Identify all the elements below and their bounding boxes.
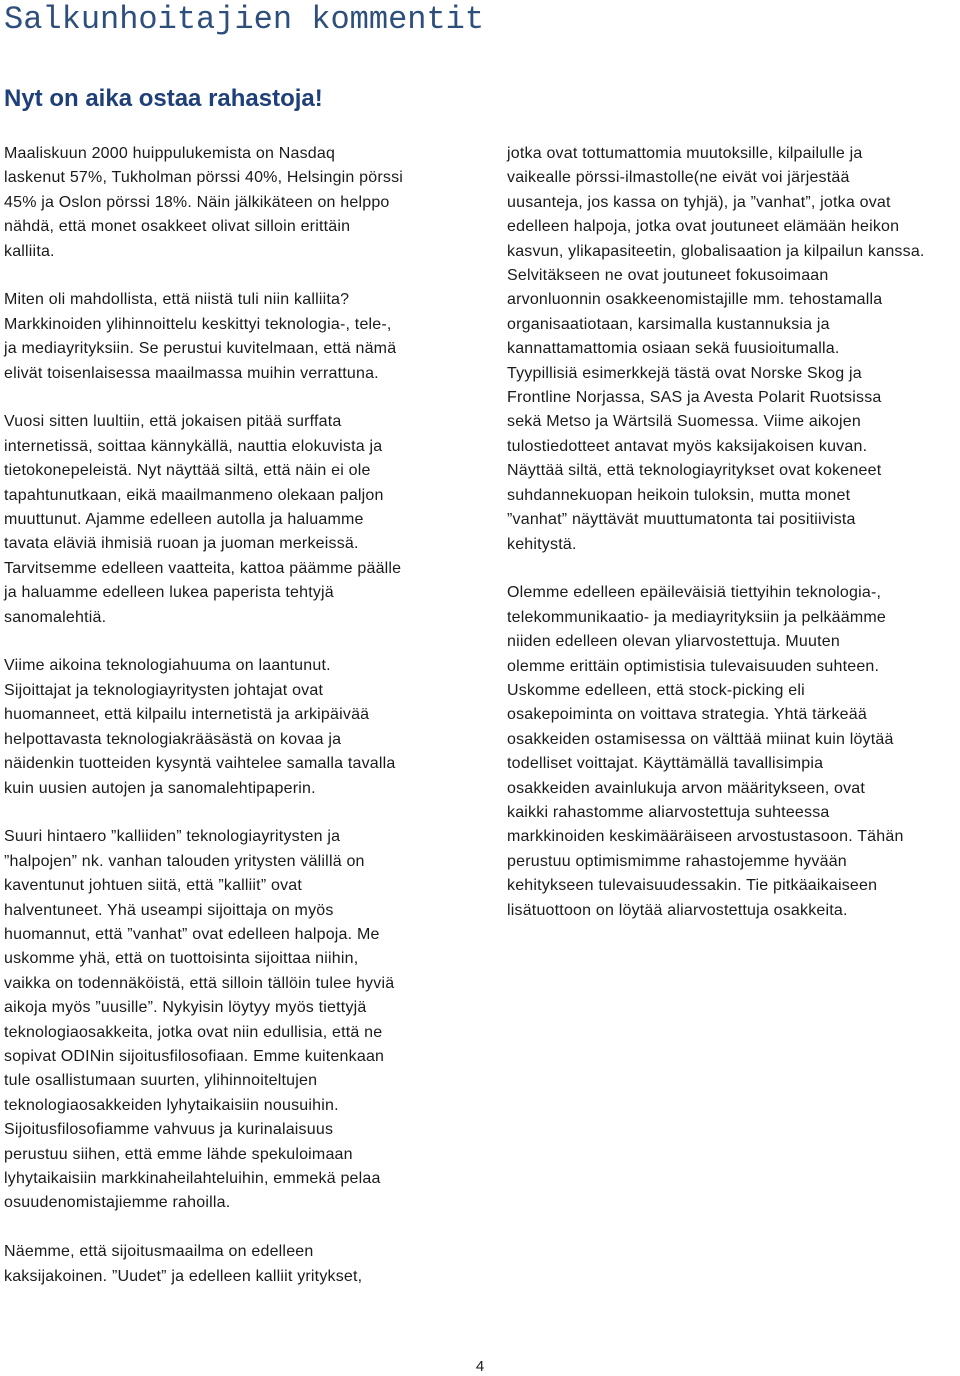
text-line: sekä Metso ja Wärtsilä Suomessa. Viime aikojen: [507, 413, 861, 431]
paragraph: [4, 825, 460, 1216]
text-line: ja haluamme edelleen lukea paperista tehtyjä: [4, 584, 334, 602]
right-text-column: [507, 142, 955, 923]
text-line: teknologiaosakkeiden lyhytaikaisiin nousuihin.: [4, 1096, 339, 1114]
text-line: osakkeiden ostamisessa on välttää miinat kuin löytää: [507, 730, 894, 748]
text-line: vaikka on todennäköistä, että silloin tällöin tulee hyviä: [4, 974, 395, 992]
paragraph: [4, 1240, 460, 1289]
paragraph: [4, 654, 460, 800]
text-line: Selvitäkseen ne ovat joutuneet fokusoimaan: [507, 267, 829, 285]
text-line: halventuneet. Yhä useampi sijoittaja on myös: [4, 901, 334, 919]
text-line: olemme erittäin optimistisia tulevaisuuden suhteen.: [507, 657, 880, 675]
text-line: Uskomme edelleen, että stock-picking eli: [507, 681, 805, 699]
text-line: kehitystä.: [507, 535, 577, 553]
text-line: elivät toisenlaisessa maailmassa muihin verrattuna.: [4, 364, 379, 382]
text-line: Olemme edelleen epäileväisiä tiettyihin teknologia-,: [507, 584, 882, 602]
text-line: vaikealle pörssi-ilmastolle(ne eivät voi järjestää: [507, 169, 850, 187]
text-line: Markkinoiden ylihinnoittelu keskittyi teknologia-, tele-,: [4, 315, 392, 333]
text-line: perustuu optimismimme rahastojemme hyvään: [507, 852, 847, 870]
text-line: Viime aikoina teknologiahuuma on laantunut.: [4, 657, 331, 675]
left-text-column: [4, 142, 460, 1289]
text-line: lyhytaikaisiin markkinaheilahteluihin, emmekä pelaa: [4, 1170, 381, 1187]
text-line: suhdannekuopan heikoin tuloksin, mutta monet: [507, 486, 851, 504]
paragraph: [4, 288, 460, 386]
text-line: Vuosi sitten luultiin, että jokaisen pitää surffata: [4, 413, 342, 431]
text-line: lisätuottoon on löytää aliarvostettuja osakkeita.: [507, 901, 848, 919]
text-line: tapahtunutkaan, eikä maailmanmeno olekaan paljon: [4, 486, 384, 504]
text-line: aikoja myös ”uusille”. Nykyisin löytyy myös tiettyjä: [4, 999, 367, 1017]
text-line: muuttunut. Ajamme edelleen autolla ja haluamme: [4, 511, 364, 529]
text-line: Suuri hintaero ”kalliiden” teknologiayritysten ja: [4, 828, 341, 846]
text-line: uusanteja, jos kassa on tyhjä), ja ”vanhat”, jotka ovat: [507, 193, 891, 211]
text-line: kuin uusien autojen ja sanomalehtipaperin.: [4, 779, 316, 797]
paragraph: [4, 410, 460, 630]
text-line: Tyypillisiä esimerkkejä tästä ovat Norske Skog ja: [507, 364, 862, 382]
text-line: kaikki rahastomme aliarvostettuja suhteessa: [507, 803, 830, 821]
text-line: todelliset voittajat. Käyttämällä tavallisimpia: [507, 755, 824, 773]
text-line: kalliita.: [4, 242, 55, 260]
text-line: Näyttää siltä, että teknologiayritykset ovat kokeneet: [507, 462, 882, 480]
text-line: Näemme, että sijoitusmaailma on edelleen: [4, 1243, 314, 1261]
text-line: nähdä, että monet osakkeet olivat silloin erittäin: [4, 218, 351, 236]
text-line: Sijoittajat ja teknologiayritysten johtajat ovat: [4, 681, 324, 699]
text-line: arvonluonnin osakkeenomistajille mm. tehostamalla: [507, 291, 883, 309]
text-line: Frontline Norjassa, SAS ja Avesta Polarit Ruotsissa: [507, 389, 882, 407]
text-line: näidenkin tuotteiden kysyntä vaihtelee samalla tavalla: [4, 755, 396, 773]
text-line: markkinoiden keskimääräiseen arvostustasoon. Tähän: [507, 828, 904, 846]
text-line: Sijoitusfilosofiamme vahvuus ja kurinalaisuus: [4, 1121, 334, 1139]
text-line: ”halpojen” nk. vanhan talouden yritysten välillä on: [4, 852, 365, 870]
text-line: Tarvitsemme edelleen vaatteita, kattoa päämme päälle: [4, 559, 402, 577]
text-line: tule osallistumaan suurten, ylihinnoiteltujen: [4, 1072, 318, 1090]
paragraph: [507, 142, 955, 557]
text-line: kaventunut johtuen siitä, että ”kalliit” ovat: [4, 877, 303, 895]
text-line: tulostiedotteet antavat myös kaksijakoisen kuvan.: [507, 437, 868, 455]
text-line: tavata eläviä ihmisiä ruoan ja juoman merkeissä.: [4, 535, 359, 553]
page-number: 4: [475, 1358, 485, 1375]
text-line: ja mediayrityksiin. Se perustui kuvitelmaan, että nämä: [4, 340, 397, 358]
text-line: huomannut, että ”vanhat” ovat edelleen halpoja. Me: [4, 925, 380, 943]
text-line: telekommunikaatio- ja mediayrityksiin ja pelkäämme: [507, 608, 887, 626]
text-line: kehitykseen tulevaisuudessakin. Tie pitkäaikaiseen: [507, 877, 878, 895]
text-line: uskomme yhä, että on tuottoisinta sijoittaa niihin,: [4, 950, 359, 968]
text-line: internetissä, soittaa kännykällä, nauttia elokuvista ja: [4, 437, 383, 455]
text-line: laskenut 57%, Tukholman pörssi 40%, Helsingin pörssi: [4, 169, 404, 187]
text-line: perustuu siihen, että emme lähde spekuloimaan: [4, 1145, 353, 1163]
text-line: Maaliskuun 2000 huippulukemista on Nasdaq: [4, 145, 336, 162]
text-line: edelleen halpoja, jotka ovat joutuneet elämään heikon: [507, 218, 900, 236]
text-line: kasvun, ylikapasiteetin, globalisaation ja kilpailun kanssa.: [507, 242, 925, 260]
text-line: osakkeiden avainlukuja arvon määritykseen, ovat: [507, 779, 866, 797]
text-line: jotka ovat tottumattomia muutoksille, kilpailulle ja: [507, 145, 863, 162]
text-line: sopivat ODINin sijoitusfilosofiaan. Emme kuitenkaan: [4, 1047, 385, 1065]
paragraph: [4, 142, 460, 264]
text-line: Miten oli mahdollista, että niistä tuli niin kalliita?: [4, 291, 350, 309]
text-line: kaksijakoinen. ”Uudet” ja edelleen kalliit yritykset,: [4, 1267, 363, 1285]
text-line: organisaatiotaan, karsimalla kustannuksia ja: [507, 315, 830, 333]
text-line: osakepoiminta on voittava strategia. Yhtä tärkeää: [507, 706, 867, 724]
article-headline: Nyt on aika ostaa rahastoja!: [4, 85, 323, 112]
paragraph: [507, 581, 955, 923]
text-line: huomanneet, että kilpailu internetistä ja arkipäivää: [4, 706, 370, 724]
page-title: Salkunhoitajien kommentit: [4, 1, 485, 38]
text-line: tietokonepeleistä. Nyt näyttää siltä, että näin ei ole: [4, 462, 371, 480]
text-line: sanomalehtiä.: [4, 608, 107, 626]
text-line: osuudenomistajiemme rahoilla.: [4, 1194, 231, 1212]
text-line: 45% ja Oslon pörssi 18%. Näin jälkikäteen on helppo: [4, 193, 390, 211]
text-line: ”vanhat” näyttävät muuttumatonta tai positiivista: [507, 511, 856, 529]
text-line: helpottavasta teknologiakrääsästä on kovaa ja: [4, 730, 342, 748]
text-line: kannattamattomia osiaan sekä fuusioitumalla.: [507, 340, 840, 358]
text-line: teknologiaosakkeita, jotka ovat niin edullisia, että ne: [4, 1023, 383, 1041]
text-line: niiden edelleen olevan yliarvostettuja. Muuten: [507, 633, 840, 651]
